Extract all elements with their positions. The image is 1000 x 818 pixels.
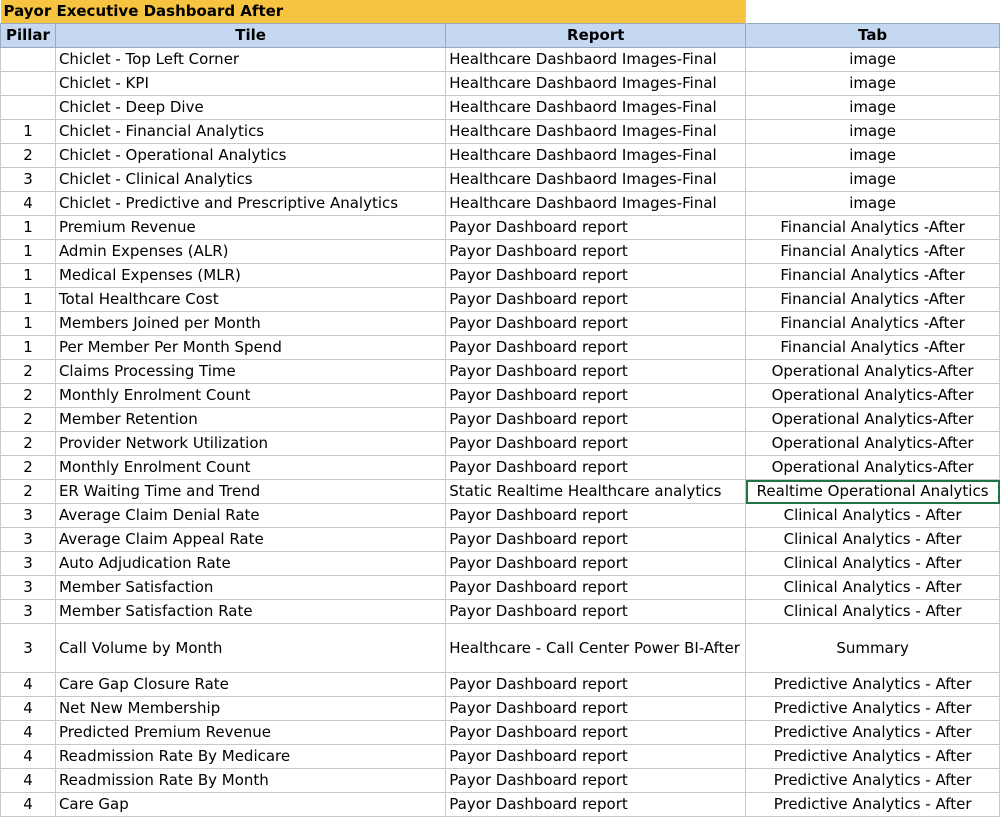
sheet-title[interactable]: Payor Executive Dashboard After [1,0,746,24]
pillar-cell[interactable]: 1 [1,312,56,336]
tile-cell[interactable]: Chiclet - Top Left Corner [55,48,445,72]
table-row [1,48,1000,72]
table-row [1,408,1000,432]
report-cell[interactable]: Payor Dashboard report [446,793,746,817]
tab-cell[interactable]: image [746,96,1000,120]
table-row [1,456,1000,480]
table-row [1,600,1000,624]
tile-cell[interactable]: Member Retention [55,408,445,432]
pillar-cell[interactable]: 2 [1,456,56,480]
header-row [1,24,1000,48]
tile-cell[interactable]: Total Healthcare Cost [55,288,445,312]
tab-cell[interactable]: Operational Analytics-After [746,384,1000,408]
header-report[interactable]: Report [446,24,746,48]
tile-cell[interactable]: Per Member Per Month Spend [55,336,445,360]
table-row [1,769,1000,793]
report-cell[interactable]: Payor Dashboard report [446,240,746,264]
table-row [1,144,1000,168]
table-row [1,288,1000,312]
pillar-cell[interactable]: 1 [1,240,56,264]
report-cell[interactable]: Payor Dashboard report [446,288,746,312]
tab-cell[interactable]: Summary [746,624,1000,673]
report-cell[interactable]: Payor Dashboard report [446,264,746,288]
table-row [1,360,1000,384]
table-row [1,528,1000,552]
tile-cell[interactable]: Claims Processing Time [55,360,445,384]
tab-cell[interactable]: Clinical Analytics - After [746,552,1000,576]
pillar-cell[interactable]: 3 [1,504,56,528]
tile-cell[interactable]: Auto Adjudication Rate [55,552,445,576]
tab-cell[interactable]: Predictive Analytics - After [746,673,1000,697]
pillar-cell[interactable] [1,96,56,120]
table-row [1,264,1000,288]
table-row [1,745,1000,769]
report-cell[interactable]: Payor Dashboard report [446,769,746,793]
tab-cell[interactable]: Predictive Analytics - After [746,769,1000,793]
report-cell[interactable]: Payor Dashboard report [446,504,746,528]
header-tab[interactable]: Tab [746,24,1000,48]
tile-cell[interactable]: Average Claim Appeal Rate [55,528,445,552]
tile-cell[interactable]: Care Gap [55,793,445,817]
tab-cell[interactable]: image [746,120,1000,144]
report-cell[interactable]: Payor Dashboard report [446,600,746,624]
tile-cell[interactable]: Monthly Enrolment Count [55,384,445,408]
report-cell[interactable]: Healthcare - Call Center Power BI-After [446,624,746,673]
tile-cell[interactable]: Net New Membership [55,697,445,721]
tile-cell[interactable]: Care Gap Closure Rate [55,673,445,697]
tab-cell[interactable]: image [746,168,1000,192]
tab-cell[interactable]: Clinical Analytics - After [746,504,1000,528]
pillar-cell[interactable]: 2 [1,480,56,504]
pillar-cell[interactable]: 2 [1,360,56,384]
report-cell[interactable]: Payor Dashboard report [446,552,746,576]
tile-cell[interactable]: Chiclet - Deep Dive [55,96,445,120]
pillar-cell[interactable]: 3 [1,600,56,624]
report-cell[interactable]: Payor Dashboard report [446,697,746,721]
tab-cell[interactable]: Financial Analytics -After [746,312,1000,336]
tab-cell[interactable]: Financial Analytics -After [746,240,1000,264]
table-row [1,72,1000,96]
tab-cell[interactable]: Predictive Analytics - After [746,721,1000,745]
report-cell[interactable]: Payor Dashboard report [446,312,746,336]
tile-cell[interactable]: Member Satisfaction [55,576,445,600]
tile-cell[interactable]: ER Waiting Time and Trend [55,480,445,504]
pillar-cell[interactable]: 4 [1,697,56,721]
report-cell[interactable]: Healthcare Dashbaord Images-Final [446,192,746,216]
blank-cell[interactable] [746,0,1000,24]
report-cell[interactable]: Healthcare Dashbaord Images-Final [446,120,746,144]
table-row [1,96,1000,120]
tile-cell[interactable]: Chiclet - Clinical Analytics [55,168,445,192]
report-cell[interactable]: Payor Dashboard report [446,216,746,240]
tab-cell[interactable]: Financial Analytics -After [746,336,1000,360]
title-row [1,0,1000,24]
pillar-cell[interactable]: 4 [1,721,56,745]
pillar-cell[interactable] [1,48,56,72]
report-cell[interactable]: Payor Dashboard report [446,432,746,456]
table-row [1,240,1000,264]
pillar-cell[interactable]: 2 [1,432,56,456]
pillar-cell[interactable]: 1 [1,216,56,240]
tile-cell[interactable]: Member Satisfaction Rate [55,600,445,624]
tab-cell[interactable]: Predictive Analytics - After [746,697,1000,721]
tab-cell[interactable]: Financial Analytics -After [746,216,1000,240]
tab-cell[interactable]: Operational Analytics-After [746,360,1000,384]
pillar-cell[interactable]: 3 [1,168,56,192]
table-row [1,192,1000,216]
table-row [1,697,1000,721]
pillar-cell[interactable]: 4 [1,673,56,697]
report-cell[interactable]: Healthcare Dashbaord Images-Final [446,144,746,168]
tab-cell[interactable]: Operational Analytics-After [746,408,1000,432]
tile-cell[interactable]: Average Claim Denial Rate [55,504,445,528]
table-row [1,673,1000,697]
tile-cell[interactable]: Premium Revenue [55,216,445,240]
tile-cell[interactable]: Chiclet - Predictive and Prescriptive Analytics [55,192,445,216]
tab-cell[interactable]: image [746,72,1000,96]
report-cell[interactable]: Healthcare Dashbaord Images-Final [446,48,746,72]
pillar-cell[interactable]: 4 [1,745,56,769]
tile-cell[interactable]: Call Volume by Month [55,624,445,673]
table-row [1,120,1000,144]
table-row [1,624,1000,673]
table-row [1,384,1000,408]
tile-cell[interactable]: Chiclet - Financial Analytics [55,120,445,144]
tile-cell[interactable]: Provider Network Utilization [55,432,445,456]
pillar-cell[interactable]: 3 [1,552,56,576]
tab-cell[interactable]: Operational Analytics-After [746,432,1000,456]
table-row [1,216,1000,240]
pillar-cell[interactable]: 4 [1,769,56,793]
pillar-cell[interactable] [1,72,56,96]
table-row [1,312,1000,336]
tile-cell[interactable]: Readmission Rate By Medicare [55,745,445,769]
report-cell[interactable]: Payor Dashboard report [446,336,746,360]
report-cell[interactable]: Payor Dashboard report [446,673,746,697]
tile-cell[interactable]: Monthly Enrolment Count [55,456,445,480]
tile-cell[interactable]: Medical Expenses (MLR) [55,264,445,288]
tile-cell[interactable]: Admin Expenses (ALR) [55,240,445,264]
tab-cell[interactable]: Financial Analytics -After [746,264,1000,288]
pillar-cell[interactable]: 1 [1,336,56,360]
tile-cell[interactable]: Readmission Rate By Month [55,769,445,793]
pillar-cell[interactable]: 4 [1,192,56,216]
header-tile[interactable]: Tile [55,24,445,48]
tab-cell[interactable]: Clinical Analytics - After [746,528,1000,552]
report-cell[interactable]: Healthcare Dashbaord Images-Final [446,168,746,192]
tab-cell[interactable]: Clinical Analytics - After [746,600,1000,624]
table-row [1,721,1000,745]
tab-cell[interactable]: image [746,192,1000,216]
table-row [1,552,1000,576]
pillar-cell[interactable]: 3 [1,528,56,552]
tab-cell[interactable]: Realtime Operational Analytics [746,480,1000,504]
table-row [1,480,1000,504]
report-cell[interactable]: Payor Dashboard report [446,745,746,769]
pillar-cell[interactable]: 2 [1,384,56,408]
table-row [1,432,1000,456]
report-cell[interactable]: Healthcare Dashbaord Images-Final [446,96,746,120]
report-cell[interactable]: Payor Dashboard report [446,360,746,384]
report-cell[interactable]: Payor Dashboard report [446,576,746,600]
pillar-cell[interactable]: 1 [1,264,56,288]
report-cell[interactable]: Payor Dashboard report [446,456,746,480]
report-cell[interactable]: Payor Dashboard report [446,721,746,745]
tab-cell[interactable]: Financial Analytics -After [746,288,1000,312]
pillar-cell[interactable]: 3 [1,624,56,673]
tile-cell[interactable]: Members Joined per Month [55,312,445,336]
tab-cell[interactable]: image [746,144,1000,168]
table-row [1,504,1000,528]
header-pillar[interactable]: Pillar [1,24,56,48]
report-cell[interactable]: Payor Dashboard report [446,528,746,552]
table-row [1,336,1000,360]
pillar-cell[interactable]: 2 [1,144,56,168]
table-row [1,168,1000,192]
tile-cell[interactable]: Chiclet - KPI [55,72,445,96]
tab-cell[interactable]: Predictive Analytics - After [746,793,1000,817]
pillar-cell[interactable]: 4 [1,793,56,817]
report-cell[interactable]: Payor Dashboard report [446,408,746,432]
report-cell[interactable]: Static Realtime Healthcare analytics [446,480,746,504]
table-row [1,576,1000,600]
tab-cell[interactable]: Operational Analytics-After [746,456,1000,480]
tab-cell[interactable]: Clinical Analytics - After [746,576,1000,600]
pillar-cell[interactable]: 1 [1,120,56,144]
tab-cell[interactable]: Predictive Analytics - After [746,745,1000,769]
report-cell[interactable]: Payor Dashboard report [446,384,746,408]
pillar-cell[interactable]: 2 [1,408,56,432]
tile-cell[interactable]: Chiclet - Operational Analytics [55,144,445,168]
tile-cell[interactable]: Predicted Premium Revenue [55,721,445,745]
pillar-cell[interactable]: 3 [1,576,56,600]
pillar-cell[interactable]: 1 [1,288,56,312]
table-row [1,793,1000,817]
tab-cell[interactable]: image [746,48,1000,72]
report-cell[interactable]: Healthcare Dashbaord Images-Final [446,72,746,96]
